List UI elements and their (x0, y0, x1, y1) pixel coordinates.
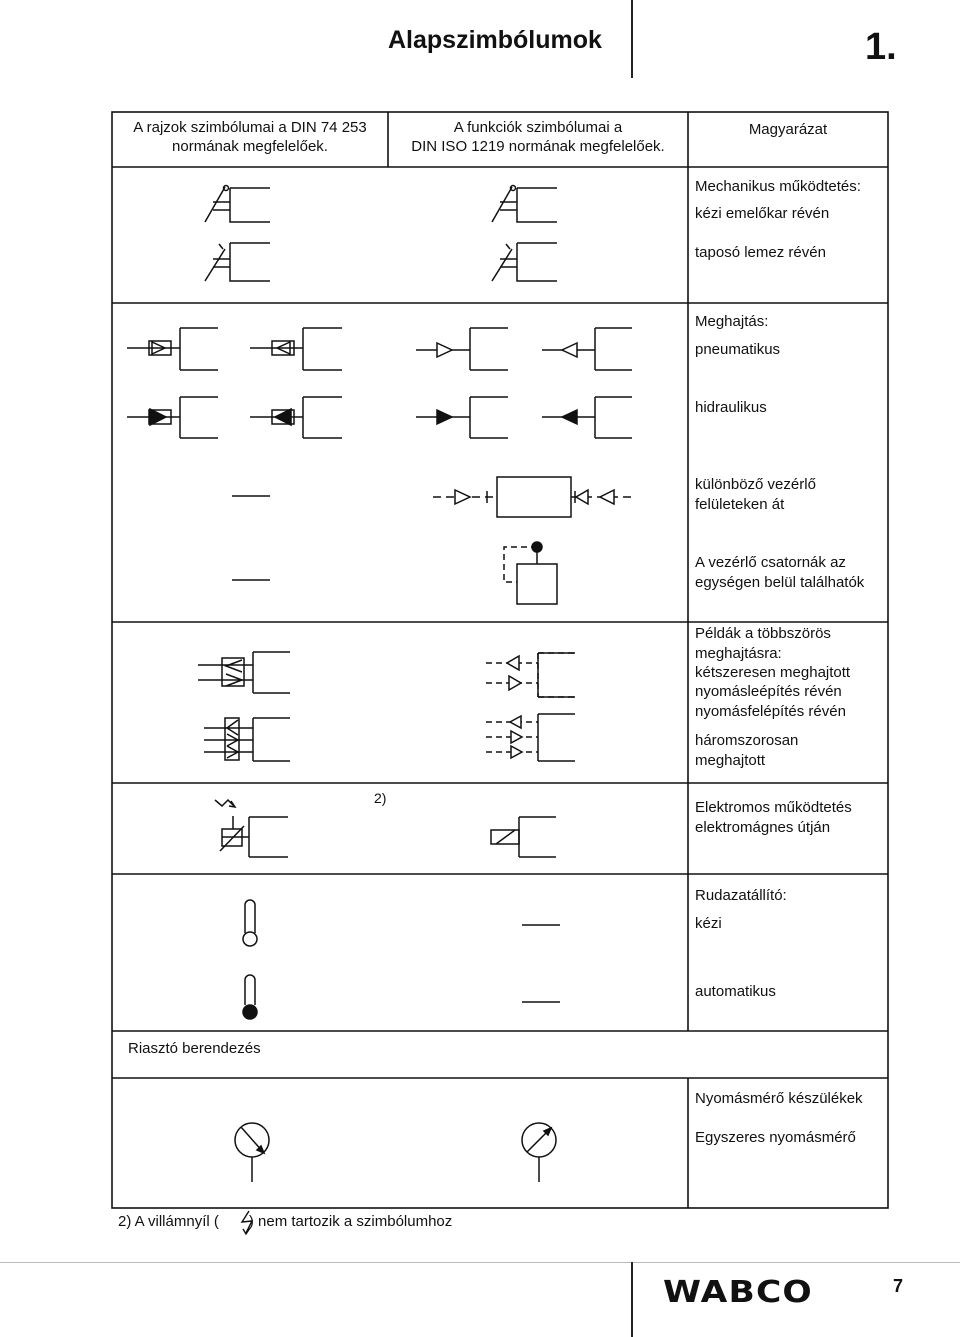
multiple-drive-symbols (198, 652, 575, 761)
hand-lever-icon (205, 186, 270, 223)
brand-logo: WABCO (663, 1275, 813, 1310)
internal-channel-icon (504, 542, 557, 604)
desc-multi-6: háromszorosan (695, 732, 799, 749)
pedal-iso-icon (492, 243, 557, 281)
double-drive-din-icon (198, 652, 290, 693)
control-surface-symbols (232, 477, 635, 604)
chapter-number: 1. (865, 26, 897, 68)
desc-adjuster-manual: kézi (695, 915, 722, 932)
footnote-mark: 2) (374, 790, 387, 806)
desc-electric-1: Elektromos működtetés (695, 799, 852, 816)
desc-multi-2: meghajtásra: (695, 645, 782, 662)
pneumatic-iso-icon (416, 328, 632, 370)
hydraulic-din-icon (127, 397, 342, 438)
hydraulic-iso-icon (416, 397, 632, 438)
desc-mechanical-title: Mechanikus működtetés: (695, 178, 861, 195)
desc-hydraulic: hidraulikus (695, 399, 767, 416)
desc-electric-2: elektromágnes útján (695, 819, 831, 836)
col3-header: Magyarázat (748, 121, 828, 138)
adjuster-symbols (243, 900, 560, 1019)
double-drive-iso-icon (486, 653, 575, 697)
desc-multi-4: nyomásleépítés révén (695, 683, 842, 700)
desc-pedal: taposó lemez révén (695, 244, 826, 261)
automatic-adjuster-icon (243, 975, 257, 1019)
drive-symbols (127, 328, 632, 438)
pneumatic-din-icon (127, 328, 342, 370)
desc-multi-5: nyomásfelépítés révén (695, 703, 846, 720)
pressure-gauge-iso-icon (522, 1123, 556, 1182)
alarm-row-label: Riasztó berendezés (128, 1040, 261, 1057)
footnote-prefix: 2) A villámnyíl ( (118, 1213, 219, 1230)
footer-rule (0, 1262, 960, 1263)
desc-adjuster-title: Rudazatállító: (695, 887, 787, 904)
desc-hand-lever: kézi emelőkar révén (695, 205, 830, 222)
desc-adjuster-auto: automatikus (695, 983, 776, 1000)
manual-adjuster-icon (243, 900, 257, 946)
triple-drive-iso-icon (486, 714, 575, 761)
solenoid-symbols (215, 800, 556, 857)
col2-header: A funkciók szimbólumai a DIN ISO 1219 normának megfelelőek. (411, 119, 665, 155)
lightning-arrow-icon (215, 800, 235, 807)
gauge-symbols (235, 1123, 556, 1182)
pedal-icon (205, 243, 270, 281)
multi-surface-icon (433, 477, 635, 517)
desc-pneumatic: pneumatikus (695, 341, 781, 358)
desc-gauges-title: Nyomásmérő készülékek (695, 1090, 863, 1107)
desc-single-gauge: Egyszeres nyomásmérő (695, 1129, 856, 1146)
footnote (118, 1213, 452, 1230)
page-title: Alapszimbólumok (388, 26, 602, 54)
desc-multi-7: meghajtott (695, 752, 766, 769)
footer-divider (631, 1262, 633, 1337)
desc-internal-channels-1: A vezérlő csatornák az (695, 554, 846, 571)
solenoid-iso-icon (491, 817, 556, 857)
lever-symbols (205, 186, 557, 282)
desc-multi-1: Példák a többszörös (695, 625, 831, 642)
hand-lever-iso-icon (492, 186, 557, 223)
desc-control-surfaces-2: felületeken át (695, 496, 785, 513)
footnote-suffix: ) nem tartozik a szimbólumhoz (248, 1213, 453, 1230)
triple-drive-din-icon (204, 718, 290, 761)
solenoid-din-icon (220, 816, 288, 857)
page-number: 7 (893, 1276, 904, 1296)
desc-internal-channels-2: egységen belül találhatók (695, 574, 865, 591)
col1-header: A rajzok szimbólumai a DIN 74 253 normának megfelelőek. (133, 119, 367, 155)
desc-control-surfaces-1: különböző vezérlő (695, 476, 816, 493)
desc-drive-title: Meghajtás: (695, 313, 769, 330)
pressure-gauge-din-icon (235, 1123, 269, 1182)
desc-multi-3: kétszeresen meghajtott (695, 664, 851, 681)
